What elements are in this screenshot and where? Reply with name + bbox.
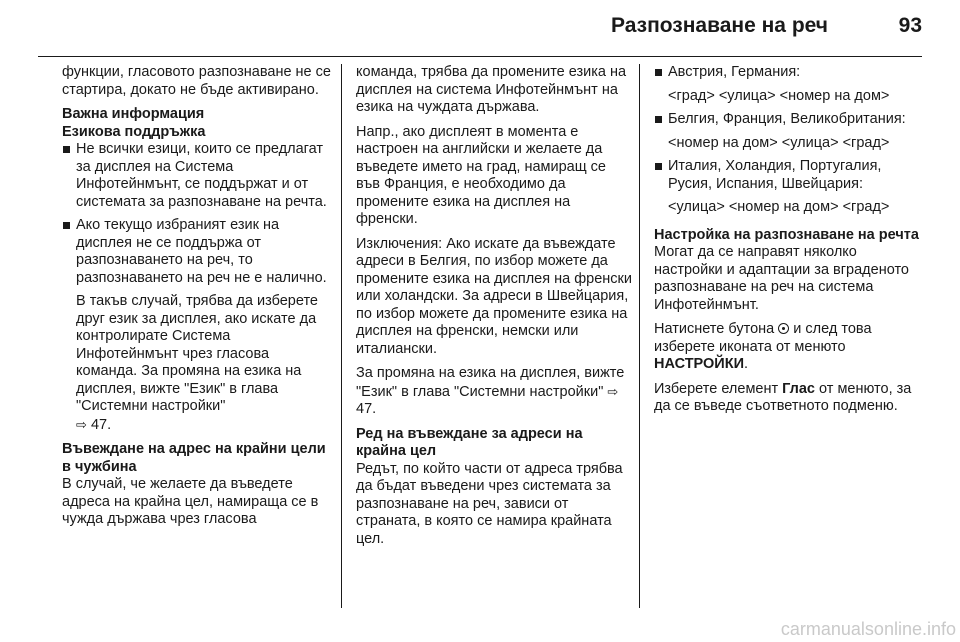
exceptions-paragraph: Изключения: Ако искате да въвеждате адреси в Белгия, по избор можете да промените езика на дисплея на френски или холандски. За адреси в Швейцария, по избор можете да промените езика на дисплея на френски, немски или италиански. <box>356 235 632 357</box>
language-support-heading: Езикова поддръжка <box>62 123 206 140</box>
page-reference[interactable]: 47. <box>356 401 377 417</box>
foreign-destination-paragraph: В случай, че желаете да въведете адреса на крайна цел, намираща се в чужда държава чрез гласова <box>62 476 319 527</box>
column-divider-2 <box>639 64 640 608</box>
voice-menu-item: Глас <box>782 380 815 397</box>
page-reference-arrow-icon: ⇨ <box>76 416 87 432</box>
watermark: carmanualsonline.info <box>780 619 956 639</box>
column-1 <box>62 64 332 536</box>
country-label: Белгия, Франция, Великобритания: <box>668 111 906 127</box>
case-paragraph <box>62 293 332 434</box>
header-divider <box>38 56 922 57</box>
column-divider-1 <box>341 64 342 608</box>
country-label: Австрия, Германия: <box>668 64 801 80</box>
page-title: Разпознаване на реч <box>610 14 828 37</box>
list-item: Ако текущо избраният език на дисплея не се поддържа от разпознаването на реч, то разпознаването на реч не е налично. <box>62 217 332 287</box>
settings-menu-label: НАСТРОЙКИ <box>654 356 745 372</box>
input-order-heading: Ред на въвеждане за адреси на крайна цел <box>356 425 583 459</box>
column-2 <box>356 64 632 555</box>
country-address-list <box>654 64 924 217</box>
list-item <box>654 111 924 152</box>
select-before-text: Изберете елемент <box>654 380 779 397</box>
speech-settings-heading: Настройка на разпознаване на речта <box>654 226 919 243</box>
important-info-heading: Важна информация <box>62 106 205 122</box>
select-after-text: от менюто, за да се въведе съответното подменю. <box>654 380 912 414</box>
list-item <box>654 158 924 217</box>
press-button-paragraph <box>654 321 924 374</box>
address-format: <улица> <номер на дом> <град> <box>668 199 890 215</box>
page-number: 93 <box>898 14 922 37</box>
press-after-text: и след това изберете иконата от менюто <box>654 321 872 355</box>
language-support-list <box>62 141 332 287</box>
press-before-text: Натиснете бутона <box>654 321 775 337</box>
continued-paragraph: команда, трябва да промените езика на дисплея на система Инфотейнмънт на езика на чуждата държава. <box>356 64 627 115</box>
example-paragraph: Напр., ако дисплеят в момента е настроен на английски и желаете да въведете името на град, намиращ се във Франция, е необходимо да промените езика на дисплея на френски. <box>356 123 606 227</box>
home-button-icon <box>778 323 789 334</box>
intro-paragraph: функции, гласовото разпознаване не се стартира, докато не бъде активирано. <box>62 64 331 98</box>
foreign-destination-heading: Въвеждане на адрес на крайни цели в чужбина <box>62 441 326 475</box>
page-reference[interactable]: 47. <box>90 416 112 433</box>
input-order-paragraph: Редът, по който части от адреса трябва да бъдат въведени чрез системата за разпознаване на реч, зависи от страната, в която се намира крайната цел. <box>356 460 623 547</box>
select-item-paragraph <box>654 381 924 416</box>
address-format: <номер на дом> <улица> <град> <box>668 134 890 151</box>
address-format: <град> <улица> <номер на дом> <box>668 87 890 104</box>
list-item: Не всички езици, които се предлагат за дисплея на Система Инфотейнмънт, се поддържат и от системата за разпознаване на речта. <box>62 141 332 211</box>
column-3 <box>654 64 924 423</box>
page-reference-arrow-icon: ⇨ <box>607 383 619 399</box>
case-text: В такъв случай, трябва да изберете друг език за дисплея, ако искате да контролирате Система Инфотейнмънт чрез гласова команда. За промяна на езика на дисплея, вижте "Език" в глава "Системни настройки" <box>76 293 318 414</box>
list-item <box>654 64 924 105</box>
speech-settings-paragraph: Могат да се направят няколко настройки и адаптации за вграденото разпознаване на реч на система Инфотейнмънт. <box>654 244 909 313</box>
change-language-text: За промяна на езика на дисплея, вижте "Език" в глава "Системни настройки" <box>356 365 625 400</box>
country-label: Италия, Холандия, Португалия, Русия, Испания, Швейцария: <box>668 158 882 192</box>
change-language-paragraph <box>356 365 632 419</box>
sentence-end: . <box>744 356 749 372</box>
